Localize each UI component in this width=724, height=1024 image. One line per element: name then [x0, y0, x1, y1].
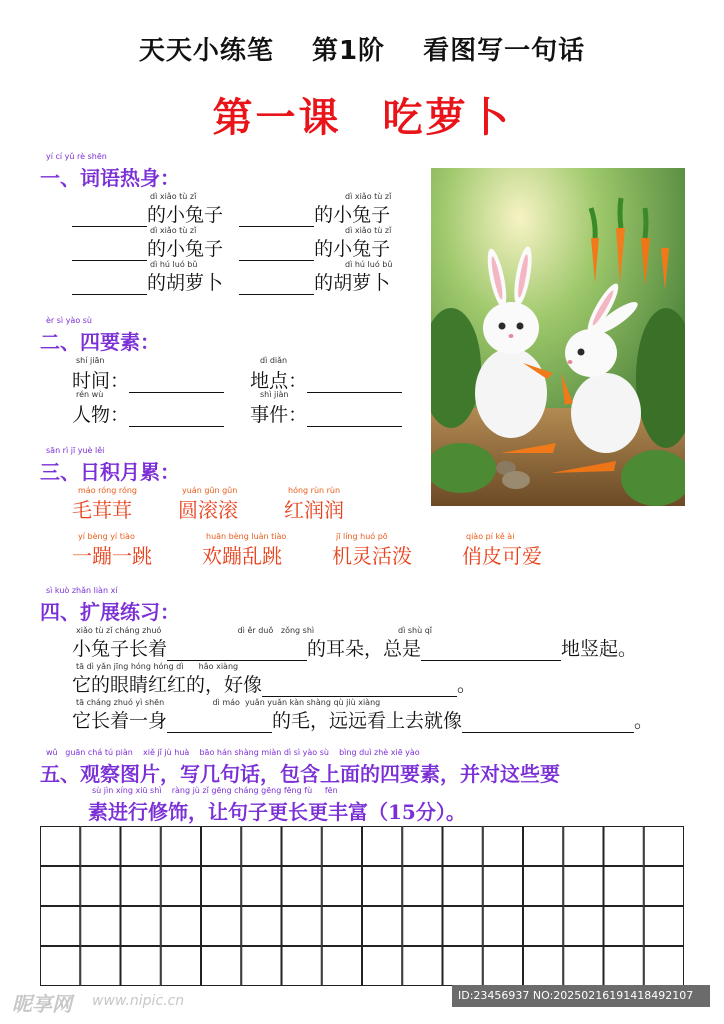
section5-pinyin-1: wǔ guān chá tú piàn xiě jǐ jù huà bāo hán shàng miàn dì sì yào sù bìng duì zhè xiē yào [46, 748, 420, 757]
word-jilinghuopo: 机灵活泼 [332, 544, 412, 568]
phrase-row-2 [72, 234, 390, 261]
event-label: 事件： [250, 404, 308, 426]
place-blank[interactable] [307, 374, 402, 393]
blank[interactable] [167, 714, 272, 733]
word-qiaopikeai: 俏皮可爱 [462, 544, 542, 568]
grid-cell[interactable] [322, 827, 361, 866]
phrase-row-1 [72, 200, 390, 227]
grid-cell[interactable] [41, 947, 80, 986]
grid-cell[interactable] [524, 827, 563, 866]
time-blank[interactable] [129, 374, 224, 393]
phrase-text: 的小兔子 [314, 204, 391, 226]
word-hongrunrun: 红润润 [284, 498, 344, 522]
blank[interactable] [239, 276, 314, 295]
time-pinyin: shí jiān [76, 356, 105, 365]
section4-title: 四、扩展练习： [40, 600, 180, 624]
phrase-row-3 [72, 268, 390, 295]
text: 。 [634, 710, 654, 732]
grid-cell[interactable] [564, 907, 603, 946]
grid-cell[interactable] [202, 947, 241, 986]
word-pinyin: máo róng róng [78, 486, 137, 495]
phrase-text: 的小兔子 [314, 238, 391, 260]
text: 的耳朵，总是 [307, 638, 422, 660]
grid-cell[interactable] [483, 907, 522, 946]
blank[interactable] [72, 242, 147, 261]
grid-cell[interactable] [282, 907, 321, 946]
section2-pinyin: èr sì yào sù [46, 316, 92, 325]
row3a-pinyin: dì hú luó bǔ [150, 260, 198, 269]
grid-cell[interactable] [161, 907, 200, 946]
phrase-text: 的小兔子 [147, 238, 224, 260]
grid-cell[interactable] [363, 827, 402, 866]
grid-cell[interactable] [564, 947, 603, 986]
grid-cell[interactable] [443, 947, 482, 986]
place-pinyin: dì diǎn [260, 356, 288, 365]
text: 的毛，远远看上去就像 [272, 710, 463, 732]
grid-cell[interactable] [282, 867, 321, 906]
word-pinyin: yuán gǔn gǔn [182, 486, 238, 495]
word-pinyin: jī líng huó pō [336, 532, 388, 541]
phrase-text: 的胡萝卜 [314, 272, 391, 294]
grid-cell[interactable] [604, 867, 643, 906]
grid-cell[interactable] [322, 907, 361, 946]
section3-pinyin: sān rì jī yuè lěi [46, 446, 105, 455]
grid-cell[interactable] [322, 947, 361, 986]
grid-cell[interactable] [363, 907, 402, 946]
grid-cell[interactable] [363, 947, 402, 986]
text: 地竖起。 [561, 638, 638, 660]
grid-cell[interactable] [282, 827, 321, 866]
rabbits-eating-carrots-illustration [431, 168, 685, 506]
grid-cell[interactable] [41, 827, 80, 866]
person-row [72, 400, 402, 427]
grid-cell[interactable] [81, 827, 120, 866]
brand-title: 天天小练笔 [138, 36, 274, 66]
phrase-text: 的小兔子 [147, 204, 224, 226]
grid-cell[interactable] [403, 867, 442, 906]
grid-cell[interactable] [242, 907, 281, 946]
grid-cell[interactable] [403, 947, 442, 986]
grid-cell[interactable] [202, 907, 241, 946]
blank[interactable] [72, 276, 147, 295]
grid-cell[interactable] [242, 827, 281, 866]
image-id-bar: ID:23456937 NO:20250216191418492107 [452, 985, 710, 1007]
blank[interactable] [239, 242, 314, 261]
text: 它的眼睛红红的，好像 [72, 674, 263, 696]
grid-cell[interactable] [202, 827, 241, 866]
section5-instruction-2: 素进行修饰，让句子更长更丰富（15分）。 [88, 800, 466, 824]
grid-cell[interactable] [564, 867, 603, 906]
grid-cell[interactable] [644, 947, 683, 986]
grid-cell[interactable] [524, 947, 563, 986]
grid-cell[interactable] [81, 907, 120, 946]
phrase-text: 的胡萝卜 [147, 272, 224, 294]
grid-cell[interactable] [81, 947, 120, 986]
word-pinyin: qiào pí kě ài [466, 532, 515, 541]
row2a-pinyin: dì xiǎo tù zǐ [150, 226, 197, 235]
grid-cell[interactable] [322, 867, 361, 906]
grid-cell[interactable] [161, 827, 200, 866]
grid-cell[interactable] [81, 867, 120, 906]
grid-cell[interactable] [121, 827, 160, 866]
ext-line2-pinyin: tā dì yǎn jīng hóng hóng dì hǎo xiàng [76, 662, 239, 671]
time-label: 时间： [72, 370, 130, 392]
event-pinyin: shì jiàn [260, 390, 289, 399]
grid-cell[interactable] [202, 867, 241, 906]
word-pinyin: hóng rùn rùn [288, 486, 341, 495]
word-yuangungun: 圆滚滚 [178, 498, 238, 522]
text: 它长着一身 [72, 710, 168, 732]
topic-label: 看图写一句话 [423, 36, 586, 66]
grid-cell[interactable] [242, 947, 281, 986]
ext-line-1 [72, 634, 637, 661]
grid-cell[interactable] [604, 947, 643, 986]
section5-instruction-1: 五、观察图片，写几句话，包含上面的四要素，并对这些要 [40, 762, 560, 786]
person-label: 人物： [72, 404, 130, 426]
grid-cell[interactable] [604, 827, 643, 866]
grid-cell[interactable] [121, 867, 160, 906]
section4-pinyin: sì kuò zhǎn liàn xí [46, 586, 118, 595]
grid-cell[interactable] [282, 947, 321, 986]
grid-cell[interactable] [403, 907, 442, 946]
lesson-title [0, 86, 724, 143]
grid-cell[interactable] [564, 827, 603, 866]
person-pinyin: rén wù [76, 390, 104, 399]
text: 小兔子长着 [72, 638, 168, 660]
text: 。 [457, 674, 477, 696]
lesson-name: 吃萝卜 [382, 95, 512, 141]
grid-cell[interactable] [161, 947, 200, 986]
ext-line1-pinyin: xiǎo tù zǐ cháng zhuó dì ěr duǒ zǒng shì dì shù qǐ [76, 626, 433, 635]
grid-cell[interactable] [41, 907, 80, 946]
grid-cell[interactable] [644, 827, 683, 866]
section5-pinyin-2: sù jìn xíng xiū shì ràng jù zǐ gēng cháng gēng fēng fù fēn [92, 786, 338, 795]
grid-cell[interactable] [443, 827, 482, 866]
writing-grid[interactable] [40, 826, 684, 986]
person-blank[interactable] [129, 408, 224, 427]
grid-cell[interactable] [242, 867, 281, 906]
ext-line3-pinyin: tā cháng zhuó yì shēn dì máo yuǎn yuǎn kàn shàng qù jiù xiàng [76, 698, 381, 707]
row2b-pinyin: dì xiǎo tù zǐ [345, 226, 392, 235]
grid-cell[interactable] [41, 867, 80, 906]
section3-title: 三、日积月累： [40, 460, 180, 484]
blank[interactable] [421, 642, 561, 661]
blank[interactable] [262, 678, 457, 697]
grid-cell[interactable] [443, 907, 482, 946]
row1b-pinyin: dì xiǎo tù zǐ [345, 192, 392, 201]
blank[interactable] [462, 714, 634, 733]
watermark-url: www.nipic.cn [92, 993, 185, 1009]
blank[interactable] [72, 208, 147, 227]
grid-cell[interactable] [644, 867, 683, 906]
section1-pinyin: yí cí yǔ rè shēn [46, 152, 107, 161]
level-label: 第1阶 [311, 36, 386, 66]
worksheet-header [0, 30, 724, 67]
row1a-pinyin: dì xiǎo tù zǐ [150, 192, 197, 201]
blank[interactable] [239, 208, 314, 227]
word-yibengyitiao: 一蹦一跳 [72, 544, 152, 568]
time-row [72, 366, 402, 393]
section1-title: 一、词语热身： [40, 166, 180, 190]
lesson-number: 第一课 [212, 95, 342, 141]
grid-cell[interactable] [524, 867, 563, 906]
grid-cell[interactable] [121, 907, 160, 946]
event-blank[interactable] [307, 408, 402, 427]
grid-cell[interactable] [363, 867, 402, 906]
word-pinyin: yí bèng yí tiào [78, 532, 135, 541]
section2-title: 二、四要素： [40, 330, 160, 354]
grid-cell[interactable] [524, 907, 563, 946]
ext-line-2 [72, 670, 476, 697]
grid-cell[interactable] [483, 827, 522, 866]
row3b-pinyin: dì hú luó bǔ [345, 260, 393, 269]
word-huanbengluantiao: 欢蹦乱跳 [202, 544, 282, 568]
grid-cell[interactable] [443, 867, 482, 906]
grid-cell[interactable] [604, 907, 643, 946]
grid-cell[interactable] [483, 947, 522, 986]
blank[interactable] [167, 642, 307, 661]
grid-cell[interactable] [483, 867, 522, 906]
word-pinyin: huān bèng luàn tiào [206, 532, 287, 541]
place-label: 地点： [250, 370, 308, 392]
word-maorongrong: 毛茸茸 [72, 498, 132, 522]
grid-cell[interactable] [403, 827, 442, 866]
grid-cell[interactable] [161, 867, 200, 906]
grid-cell[interactable] [644, 907, 683, 946]
grid-cell[interactable] [121, 947, 160, 986]
ext-line-3 [72, 706, 653, 733]
watermark-logo: 昵享网 [12, 992, 72, 1016]
